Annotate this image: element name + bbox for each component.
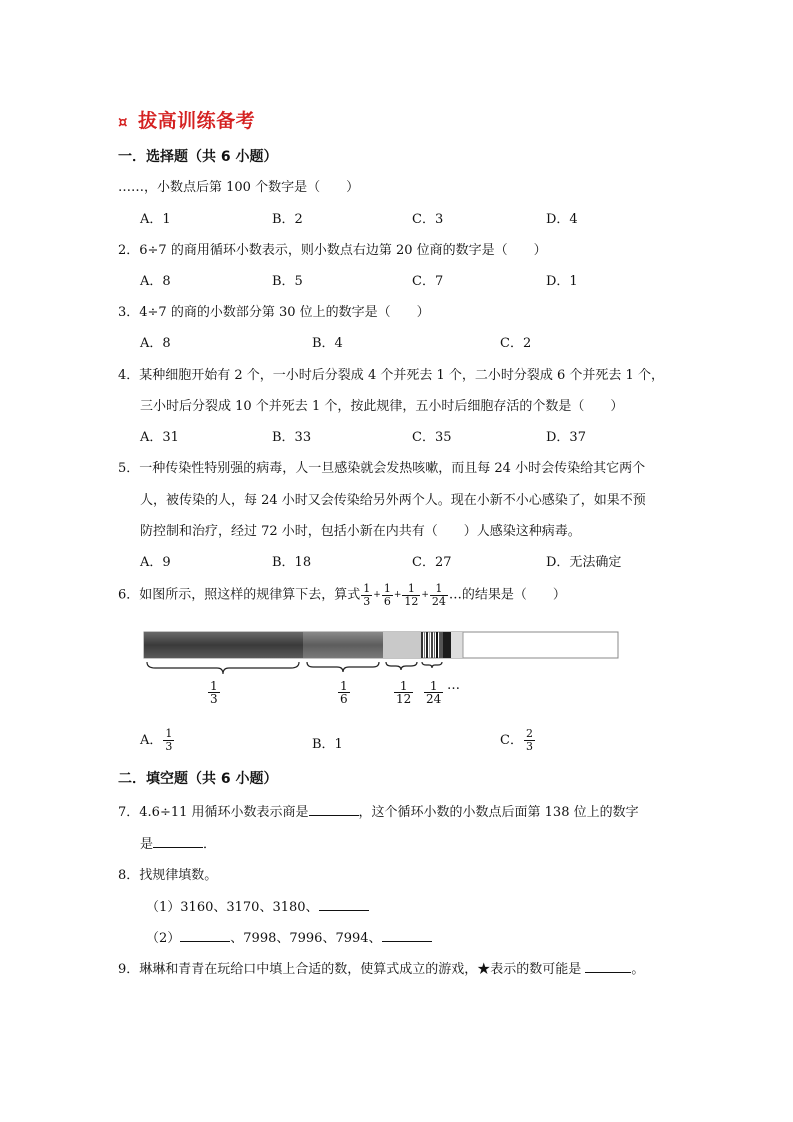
bar-segment-twelfth <box>383 632 421 658</box>
brace-twelfth <box>386 662 417 670</box>
question-7-line-2: 是 ． <box>140 833 216 852</box>
answer-blank[interactable] <box>319 896 369 911</box>
question-2-option-c: C．7 <box>412 274 444 289</box>
question-4-option-a: A．31 <box>140 430 179 445</box>
question-5-line-2: 人，被传染的人，每 24 小时又会传染给另外两个人。现在小新不小心感染了，如果不预 <box>140 493 646 508</box>
expr-fraction-3: $\frac{1}{12}$ <box>404 581 419 608</box>
question-1-option-a: A．1 <box>140 212 171 227</box>
question-9-text: 9．琳琳和青青在玩给口中填上合适的数，使算式成立的游戏，★表示的数可能是 。 <box>118 958 644 977</box>
question-6-option-b: B．1 <box>312 737 343 752</box>
figure-label-twentyfourth: $\frac{1}{24}$ <box>426 679 442 706</box>
question-6-text <box>118 580 566 610</box>
question-3-option-a: A．8 <box>140 336 171 351</box>
expr-fraction-2: $\frac{1}{6}$ <box>383 581 391 608</box>
question-5-line-3: 防控制和治疗，经过 72 小时，包括小新在内共有（ ）人感染这种病毒。 <box>140 524 581 539</box>
question-5-option-b: B．18 <box>272 555 312 570</box>
bar-empty-segment <box>451 632 463 658</box>
figure-label-third: $\frac{1}{3}$ <box>210 679 218 706</box>
question-6-suffix: …的结果是（ ） <box>448 587 566 603</box>
question-3-text: 3．4÷7 的商的小数部分第 30 位上的数字是（ ） <box>118 305 430 320</box>
question-4-option-c: C．35 <box>412 430 452 445</box>
question-5-option-a: A．9 <box>140 555 171 570</box>
question-5-line-1: 5．一种传染性特别强的病毒，人一旦感染就会发热咳嗽，而且每 24 小时会传染给其它两个 <box>118 461 646 476</box>
figure-label-sixth: $\frac{1}{6}$ <box>340 679 348 706</box>
question-5-option-d: D．无法确定 <box>546 555 622 570</box>
question-4-line-2: 三小时后分裂成 10 个并死去 1 个，按此规律，五小时后细胞存活的个数是（ ） <box>140 399 624 414</box>
plus-sign: + <box>393 590 402 600</box>
brace-sixth <box>307 662 379 672</box>
plus-sign: + <box>373 590 381 600</box>
option-a-fraction: $\frac{1}{3}$ <box>165 727 173 753</box>
answer-blank[interactable] <box>153 833 203 848</box>
question-7-line-1: 7．4.6÷11 用循环小数表示商是 ，这个循环小数的小数点后面第 138 位上的数字 <box>118 801 639 820</box>
question-2-text: 2．6÷7 的商用循环小数表示，则小数点右边第 20 位商的数字是（ ） <box>118 243 547 258</box>
question-2-option-d: D．1 <box>546 274 578 289</box>
question-8-text: 8．找规律填数。 <box>118 868 218 883</box>
option-c-fraction: $\frac{2}{3}$ <box>525 727 533 753</box>
section-heading-choice: 一．选择题（共 6 小题） <box>118 149 278 165</box>
question-6-option-a: A． $\frac{1}{3}$ <box>140 727 173 753</box>
question-1-option-b: B．2 <box>272 212 303 227</box>
question-6-prefix: 6．如图所示，照这样的规律算下去，算式 <box>118 587 361 603</box>
question-1-option-c: C．3 <box>412 212 444 227</box>
expr-fraction-4: $\frac{1}{24}$ <box>431 581 446 608</box>
answer-blank[interactable] <box>382 927 432 942</box>
question-4-line-1: 4．某种细胞开始有 2 个，一小时后分裂成 4 个并死去 1 个，二小时分裂成 6 个并死去 1 个， <box>118 368 664 383</box>
question-3-option-c: C．2 <box>500 336 532 351</box>
question-2-option-a: A．8 <box>140 274 171 289</box>
question-4-option-d: D．37 <box>546 430 586 445</box>
figure-label-twelfth: $\frac{1}{12}$ <box>396 679 412 706</box>
page-title: 拔高训练备考 <box>138 110 256 132</box>
question-5-option-c: C．27 <box>412 555 452 570</box>
expr-fraction-1: $\frac{1}{3}$ <box>363 581 371 608</box>
section-heading-fill: 二．填空题（共 6 小题） <box>118 771 278 787</box>
question-8-part-2: （2） 、7998、7996、7994、 <box>146 927 432 946</box>
bar-segment-third <box>144 632 303 658</box>
question-1-text: ……，小数点后第 100 个数字是（ ） <box>118 180 360 195</box>
question-2-option-b: B．5 <box>272 274 303 289</box>
answer-blank[interactable] <box>585 958 631 973</box>
question-3-option-b: B．4 <box>312 336 343 351</box>
brace-third <box>147 662 299 674</box>
brace-twentyfourth <box>422 662 442 668</box>
question-6-option-c: C． $\frac{2}{3}$ <box>500 727 533 753</box>
question-8-part-1: （1）3160、3170、3180、 <box>146 896 369 915</box>
title-row <box>118 106 255 133</box>
figure-ellipsis: … <box>447 678 460 693</box>
bar-segment-sixth <box>303 632 383 658</box>
plus-sign: + <box>421 590 429 600</box>
answer-blank[interactable] <box>180 927 230 942</box>
question-4-option-b: B．33 <box>272 430 312 445</box>
answer-blank[interactable] <box>309 801 359 816</box>
question-6-figure <box>143 630 619 712</box>
question-1-option-d: D．4 <box>546 212 578 227</box>
title-marker-icon: ¤ <box>118 113 128 131</box>
